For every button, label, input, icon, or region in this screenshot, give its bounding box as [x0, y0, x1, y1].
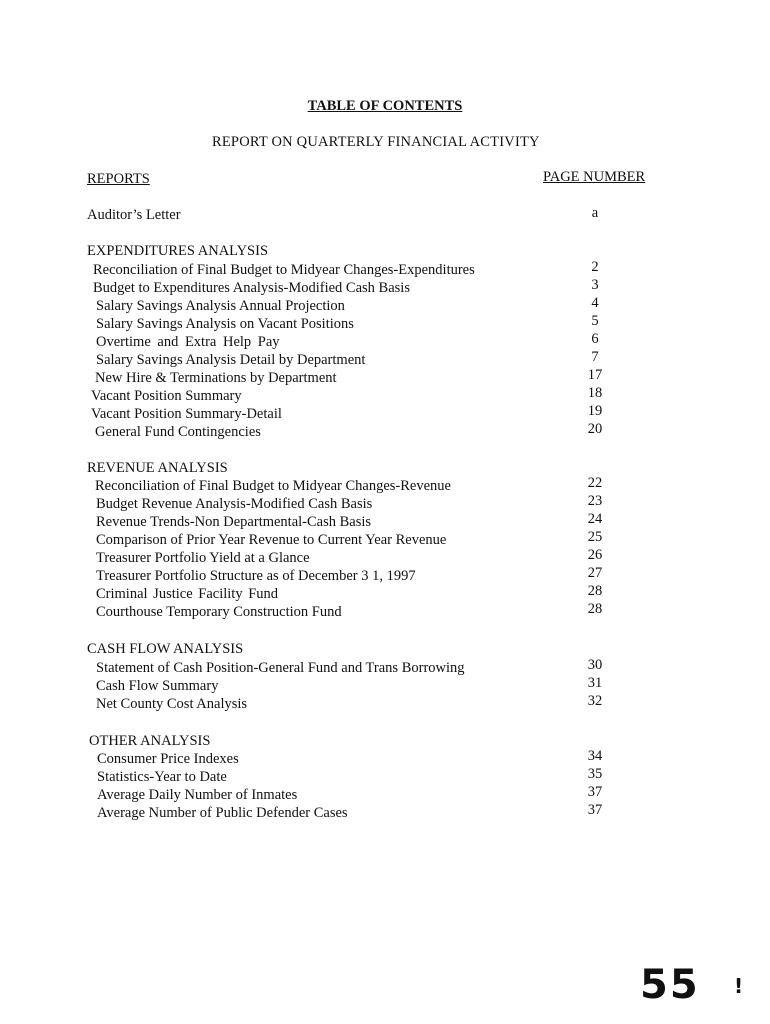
toc-entry-page: 2	[591, 259, 599, 275]
toc-entry-label: Budget to Expenditures Analysis-Modified Cash Basis	[93, 280, 410, 296]
column-header-page-number: PAGE NUMBER	[543, 169, 646, 185]
toc-entry-label: Reconciliation of Final Budget to Midyear Changes-Revenue	[95, 478, 451, 494]
toc-entry[interactable]	[0, 784, 770, 805]
toc-entry-label: Salary Savings Analysis Annual Projection	[96, 298, 345, 314]
toc-entry-page: 20	[587, 421, 603, 437]
toc-entry-page: 18	[587, 385, 603, 401]
toc-entry-label: General Fund Contingencies	[95, 424, 261, 440]
toc-entry-label: Salary Savings Analysis Detail by Department	[96, 352, 366, 368]
toc-entry-page: 28	[587, 583, 603, 599]
toc-entry-label: Treasurer Portfolio Structure as of December 3 1, 1997	[96, 568, 416, 584]
section-title-cash-flow: CASH FLOW ANALYSIS	[87, 641, 244, 657]
toc-entry-page: 30	[587, 657, 603, 673]
toc-entry-page: 26	[587, 547, 603, 563]
toc-entry-page: 4	[591, 295, 599, 311]
toc-entry[interactable]	[0, 766, 770, 787]
toc-entry-page: a	[591, 205, 599, 221]
toc-entry-label: Consumer Price Indexes	[97, 751, 239, 767]
toc-entry-label: Statistics-Year to Date	[97, 769, 227, 785]
page-title-text: TABLE OF CONTENTS	[307, 98, 463, 114]
toc-entry[interactable]	[0, 331, 770, 352]
toc-entry-page: 23	[587, 493, 603, 509]
toc-entry-label: Vacant Position Summary-Detail	[91, 406, 282, 422]
toc-entry-page: 6	[591, 331, 599, 347]
toc-entry-page: 5	[591, 313, 599, 329]
toc-entry-page: 35	[587, 766, 603, 782]
toc-entry[interactable]	[0, 802, 770, 823]
toc-entry-label: Criminal Justice Facility Fund	[96, 586, 279, 602]
page-title	[0, 98, 770, 115]
toc-entry-page: 17	[587, 367, 603, 383]
toc-entry-label: Average Number of Public Defender Cases	[97, 805, 348, 821]
toc-entry[interactable]	[0, 403, 770, 424]
section-title-expenditures: EXPENDITURES ANALYSIS	[87, 243, 269, 259]
toc-entry-page: 7	[591, 349, 599, 365]
toc-entry-page: 37	[587, 802, 603, 818]
toc-entry-page: 25	[587, 529, 603, 545]
column-header-reports: REPORTS	[87, 171, 150, 187]
toc-entry-label: Courthouse Temporary Construction Fund	[96, 604, 342, 620]
toc-entry-label: Statement of Cash Position-General Fund and Trans Borrowing	[96, 660, 465, 676]
toc-entry[interactable]	[0, 547, 770, 568]
toc-entry[interactable]	[0, 259, 770, 280]
toc-entry-label: Net County Cost Analysis	[96, 696, 248, 712]
toc-entry[interactable]	[0, 349, 770, 370]
toc-entry[interactable]	[0, 657, 770, 678]
toc-entry-page: 37	[587, 784, 603, 800]
toc-entry-label: Average Daily Number of Inmates	[97, 787, 298, 803]
toc-entry-page: 27	[587, 565, 603, 581]
toc-entry-label: Reconciliation of Final Budget to Midyear Changes-Expenditures	[93, 262, 475, 278]
section-title-revenue: REVENUE ANALYSIS	[87, 460, 228, 476]
section-title-other: OTHER ANALYSIS	[89, 733, 211, 749]
toc-entry-page: 22	[587, 475, 603, 491]
toc-entry[interactable]	[0, 565, 770, 586]
toc-entry[interactable]	[0, 529, 770, 550]
toc-entry[interactable]	[0, 748, 770, 769]
toc-entry[interactable]	[0, 511, 770, 532]
toc-entry-label: Vacant Position Summary	[91, 388, 242, 404]
toc-entry-auditors-letter[interactable]	[0, 207, 770, 225]
toc-entry[interactable]	[0, 583, 770, 604]
toc-entry[interactable]	[0, 493, 770, 514]
toc-entry-label: Comparison of Prior Year Revenue to Current Year Revenue	[96, 532, 447, 548]
toc-entry-page: 24	[587, 511, 603, 527]
toc-entry-page: 3	[591, 277, 599, 293]
toc-entry[interactable]	[0, 385, 770, 406]
stamp-mark: !	[734, 974, 744, 998]
toc-entry-label: Revenue Trends-Non Departmental-Cash Basis	[96, 514, 372, 530]
toc-entry-page: 19	[587, 403, 603, 419]
toc-entry[interactable]	[0, 693, 770, 714]
toc-entry[interactable]	[0, 277, 770, 298]
toc-entry[interactable]	[0, 367, 770, 388]
toc-entry[interactable]	[0, 475, 770, 496]
toc-entry[interactable]	[0, 295, 770, 316]
toc-entry-label: Budget Revenue Analysis-Modified Cash Basis	[96, 496, 373, 512]
toc-entry-page: 34	[587, 748, 603, 764]
toc-entry-label: Auditor’s Letter	[87, 207, 181, 223]
page-subtitle: REPORT ON QUARTERLY FINANCIAL ACTIVITY	[212, 134, 540, 150]
toc-entry[interactable]	[0, 675, 770, 696]
toc-entry-label: New Hire & Terminations by Department	[95, 370, 337, 386]
toc-entry-label: Salary Savings Analysis on Vacant Positions	[96, 316, 354, 332]
page-number-stamp: 55	[640, 962, 700, 1008]
toc-entry-label: Overtime and Extra Help Pay	[96, 334, 280, 350]
toc-entry[interactable]	[0, 601, 770, 622]
toc-entry[interactable]	[0, 421, 770, 442]
toc-entry-label: Cash Flow Summary	[96, 678, 219, 694]
toc-entry-page: 28	[587, 601, 603, 617]
toc-entry-page: 31	[587, 675, 603, 691]
toc-entry-label: Treasurer Portfolio Yield at a Glance	[96, 550, 310, 566]
toc-entry[interactable]	[0, 313, 770, 334]
toc-entry-page: 32	[587, 693, 603, 709]
